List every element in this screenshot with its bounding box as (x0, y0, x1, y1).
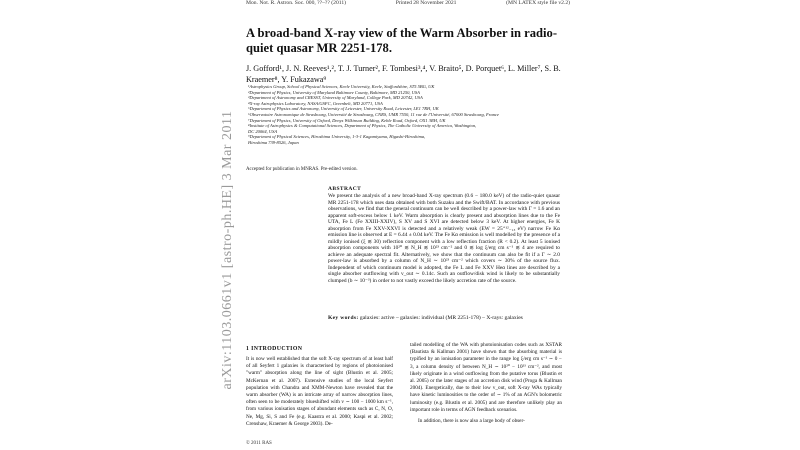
affiliation-line: ⁸Institute of Astrophysics & Computational Sciences, Department of Physics, The Catholic University of America, Washington, (248, 123, 477, 129)
acceptance-note: Accepted for publication in MNRAS. Pre-edited version. (246, 167, 358, 172)
style-file-note: (MN LATEX style file v2.2) (506, 0, 570, 6)
affiliation-line: ⁹Department of Physical Sciences, Hiroshima University, 1-3-1 Kagamiyama, Higashi-Hiroshima, (248, 134, 426, 140)
copyright-footer: © 2011 RAS (246, 441, 272, 446)
affiliation-line: ⁷Department of Physics, University of Oxford, Denys Wilkinson Building, Keble Road, Oxford, OX1 3RH, UK (248, 117, 446, 123)
section-heading-introduction: 1 INTRODUCTION (246, 346, 303, 352)
arxiv-identifier[interactable]: arXiv:1103.0661v1 [astro-ph.HE] 3 Mar 2011 (220, 110, 235, 390)
affiliation-line: ³Department of Astronomy and CRESST, University of Maryland, College Park, MD 20742, USA (248, 95, 423, 101)
affiliation-line: ²Department of Physics, University of Maryland Baltimore County, Baltimore, MD 21250, USA (248, 89, 420, 95)
printed-date: Printed 28 November 2021 (395, 0, 457, 6)
intro-paragraph: In addition, there is now also a large body of obser- (418, 418, 525, 425)
affiliation-line: ⁵Department of Physics and Astronomy, University of Leicester, University Road, Leicester, LE1 7RH, UK (248, 106, 439, 112)
affiliation-line: ¹Astrophysics Group, School of Physical Sciences, Keele University, Keele, Staffordshire, ST5 5BG, UK (248, 84, 435, 89)
running-head (246, 0, 570, 6)
abstract-body: We present the analysis of a new broad-band X-ray spectrum (0.6 − 180.0 keV) of the radio-quiet quasar MR 2251-178 which uses data obtained with both Suzaku and the Swift/BAT. In accordance with previous observations, we find that the general continuum can be well described by a power-law with Γ = 1.6 and an apparent soft-excess below 1 keV. Warm absorption is clearly present and absorption lines due to the Fe UTA, Fe L (Fe XXIII-XXIV), S XV and S XVI are detected below 3 keV. At higher energies, Fe K absorption from Fe XXV-XXVI is detected and a relatively weak (EW = 25⁺¹²₋₁₃ eV) narrow Fe Kα emission line is observed at E = 6.44 ± 0.04 keV. The Fe Kα emission is well modelled by the presence of a mildly ionised (ξ ≲ 30) reflection component with a low reflection fraction (R < 0.2). At least 5 ionised absorption components with 10²⁰ ≲ N_H ≲ 10²³ cm⁻² and 0 ≲ log ξ/erg cm s⁻¹ ≲ 4 are required to achieve an adequate spectral fit. Alternatively, we show that the continuum can also be fit if a Γ ∼ 2.0 power-law is absorbed by a column of N_H ∼ 10²³ cm⁻² which covers ∼ 30% of the source flux. Independent of which continuum model is adopted, the Fe L and Fe XXV Heα lines are described by a single absorber outflowing with v_out ∼ 0.14c. Such an outflow/disk wind is likely to be substantially clumped (b ∼ 10⁻³) in order to not vastly exceed the likely accretion rate of the source. (328, 193, 560, 284)
affiliation-line: ⁴X-ray Astrophysics Laboratory, NASA/GSFC, Greenbelt, MD 20771, USA (248, 100, 383, 106)
paper-title: A broad-band X-ray view of the Warm Absorber in radio-quiet quasar MR 2251-178. (246, 26, 558, 55)
affiliations (248, 84, 578, 146)
journal-citation: Mon. Not. R. Astron. Soc. 000, ??–?? (2011) (246, 0, 347, 6)
intro-paragraph-continued: tailed modelling of the WA with photoionisation codes such as XSTAR (Bautista & Kallman 2001) have shown that the absorbing material is typified by an ionisation parameter in the range log ξ/erg cm s⁻¹ ∼ 0 − 3, a column density of between N_H ∼ 10²⁰ − 10²³ cm⁻², and most likely originate in a wind outflowing from the putative torus (Blustin et al. 2005) or the later stages of an accretion disk wind (Proga & Kallman 2004). Energetically, due to their low v_out, soft X-ray WAs typically have kinetic luminosities to the order of ∼ 1% of an AGN's bolometric luminosity (e.g. Blustin et al. 2005) and are therefore unlikely play an important role in terms of AGN feedback scenarios. (410, 342, 562, 413)
keywords (328, 315, 560, 322)
keywords-label: Key words: (328, 315, 359, 321)
intro-paragraph: It is now well established that the soft X-ray spectrum of at least half of all Seyfert 1 galaxies is characterised by regions of photoionised "warm" absorption along the line of sight (Blustin et al. 2005; McKernan et al. 2007). Extensive studies of the local Seyfert population with Chandra and XMM-Newton have revealed that the warm absorber (WA) is an intricate array of narrow absorption lines, often seen to be moderately blueshifted with v ∼ 100 − 1000 km s⁻¹, from various ionisation stages of abundant elements such as C, N, O, Ne, Mg, Si, S and Fe (e.g. Kaastra et al. 2000; Kaspi et al. 2002; Crenshaw, Kraemer & George 2003). De- (246, 356, 393, 427)
affiliation-line: ⁶Observatoire Astronomique de Strasbourg, Université de Strasbourg, CNRS, UMR 7550, 11 rue de l'Université, 67000 Strasbourg, France (248, 111, 500, 117)
right-column (410, 342, 562, 425)
affiliation-line: DC 20064, USA (248, 128, 278, 134)
author-list: J. Gofford¹, J. N. Reeves¹,², T. J. Turner², F. Tombesi³,⁴, V. Braito⁵, D. Porquet⁶, L. Miller⁷, S. B. Kraemer⁸, Y. Fukazawa⁹ (246, 64, 561, 84)
left-column (246, 356, 393, 428)
affiliation-line: Hiroshima 739-8526, Japan (248, 139, 299, 145)
keywords-text: galaxies: active – galaxies: individual (MR 2251-178) – X-rays: galaxies (359, 315, 523, 321)
abstract-heading: ABSTRACT (328, 186, 362, 192)
